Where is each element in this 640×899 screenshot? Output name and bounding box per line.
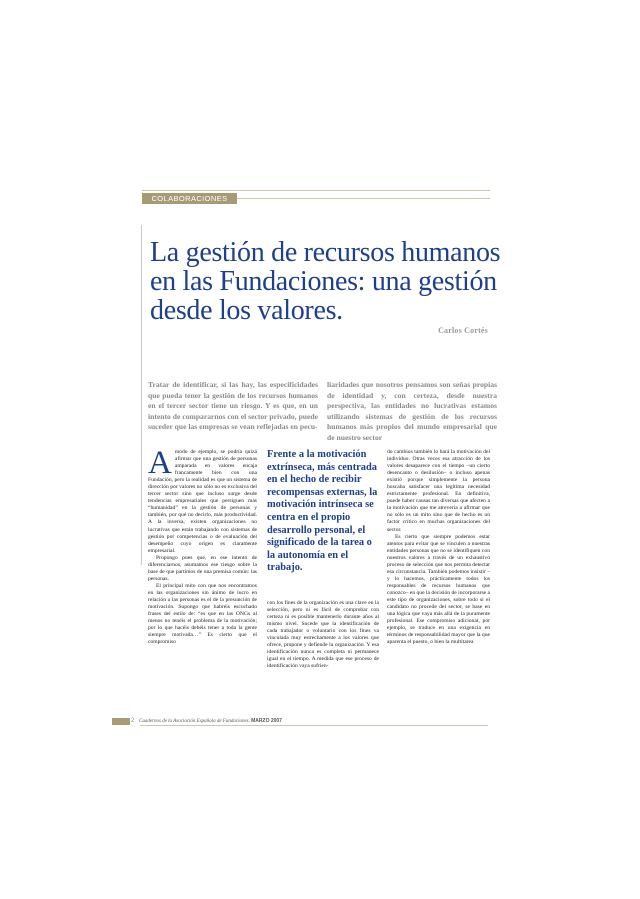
drop-cap: A: [148, 445, 172, 481]
body-column-1: [148, 445, 257, 646]
issue-date: MARZO 2007: [251, 718, 282, 724]
top-rule: [142, 190, 490, 191]
paragraph: El principal mito con que nos encontramos en las organizaciones sin ánimo de lucro en relación a las personas es el de la presunción de motivación. Supongo que habréis escuchado frases del estilo de: “es que en las ONGs al menos no tenéis el problema de la motivación; por lo que hacéis debéis tener a toda la gente siempre motivada…” Es cierto que el compromiso: [148, 582, 257, 646]
section-label: COLABORACIONES: [142, 193, 237, 204]
section-rule: [237, 198, 490, 199]
body-column-2: [267, 600, 379, 670]
page-number: 2: [131, 718, 135, 724]
intro-right: liaridades que nosotros pensamos son señas propias de identidad y, con certeza, desde nuestra perspectiva, las entidades no lucrativas estamos utilizando sistemas de gestión de los recursos humanos más propios del mundo empresarial que de nuestro sector: [327, 380, 497, 442]
journal-name: Cuadernos de la Asociación Española de Fundaciones.: [139, 719, 250, 724]
footer-journal: [139, 716, 282, 727]
pull-quote: Frente a la motivación extrínseca, más centrada en el hecho de recibir recompensas externas, la motivación intrínseca se centra en el propio desarrollo personal, el significado de la tarea o la autonomía en el trabajo.: [267, 449, 378, 574]
paragraph: Propongo pues que, en ese intento de diferenciarnos, asumamos ese riesgo sobre la base de que partimos de una premisa común: las personas.: [148, 554, 257, 582]
paragraph: do cambios también lo hará la motivación del individuo. Otras veces esa atracción de los valores desaparece con el tiempo –un cierto desencanto o desilusión– o incluso apenas existió porque simplemente la persona buscaba satisfacer una legítima necesidad estrictamente profesional. En definitiva, puede haber causas tan diversas que afecten a la motivación que me atrevería a afirmar que no sólo es un mito sino que de hecho es un factor crítico en muchas organizaciones del sector.: [387, 449, 490, 533]
article-title: La gestión de recursos humanos en las Fundaciones: una gestión desde los valores.: [150, 237, 501, 326]
footer-accent-bar: [112, 718, 130, 725]
title-side-rule: [141, 225, 142, 565]
paragraph: Es cierto que siempre podemos estar atentos para evitar que se vinculen a nuestras entidades personas que no se identifiquen con nuestros valores a través de un exhaustivo proceso de selección que nos permita detectar esa circunstancia. También podemos insistir –y lo hacemos, prácticamente todos los responsables de recursos humanos que conozco– en que la decisión de incorporarse a este tipo de organizaciones, sobre todo si el candidato no procede del sector, se base en una lógica que vaya más allá de la puramente profesional. Ese compromiso adicional, por ejemplo, se traduce en una exigencia en términos de responsabilidad mayor que la que aparenta el puesto, o bien la multitarea: [387, 533, 490, 646]
paragraph: Amodo de ejemplo, se podría quizá afirmar que una gestión de personas amparada en valores encaja francamente bien con una Fundación, pero la realidad es que un sistema de dirección por valores no sólo no es exclusiva del tercer sector sino que incluso surge desde tendencias empresariales que persiguen más “humanidad” en la gestión de personas y también, por qué no decirlo, más productividad. A la inversa, existen organizaciones no lucrativas que están trabajando con sistemas de gestión por competencias o de evaluación del desempeño cuyo origen es claramente empresarial.: [148, 445, 257, 554]
intro-left: Tratar de identificar, si las hay, las especificidades que pueda tener la gestión de los recursos humanos en el tercer sector tiene un riesgo. Y es que, en un intento de compararnos con el sector privado, puede suceder que las empresas se vean reflejadas en pecu-: [148, 380, 318, 432]
paragraph: con los fines de la organización es una clave en la selección, pero ni es fácil de comprobar con certeza ni es posible mantenerlo durante años al mismo nivel. Sucede que la identificación de cada trabajador o voluntario con los fines va vinculada muy estrechamente a los valores que ofrece, propone y defiende la organización. Y esa identificación nunca es completa ni permanece igual en el tiempo. A medida que ese proceso de identificación vaya sufrien-: [267, 600, 379, 670]
body-column-3: [387, 449, 490, 646]
author-name: Carlos Cortés: [438, 326, 488, 335]
